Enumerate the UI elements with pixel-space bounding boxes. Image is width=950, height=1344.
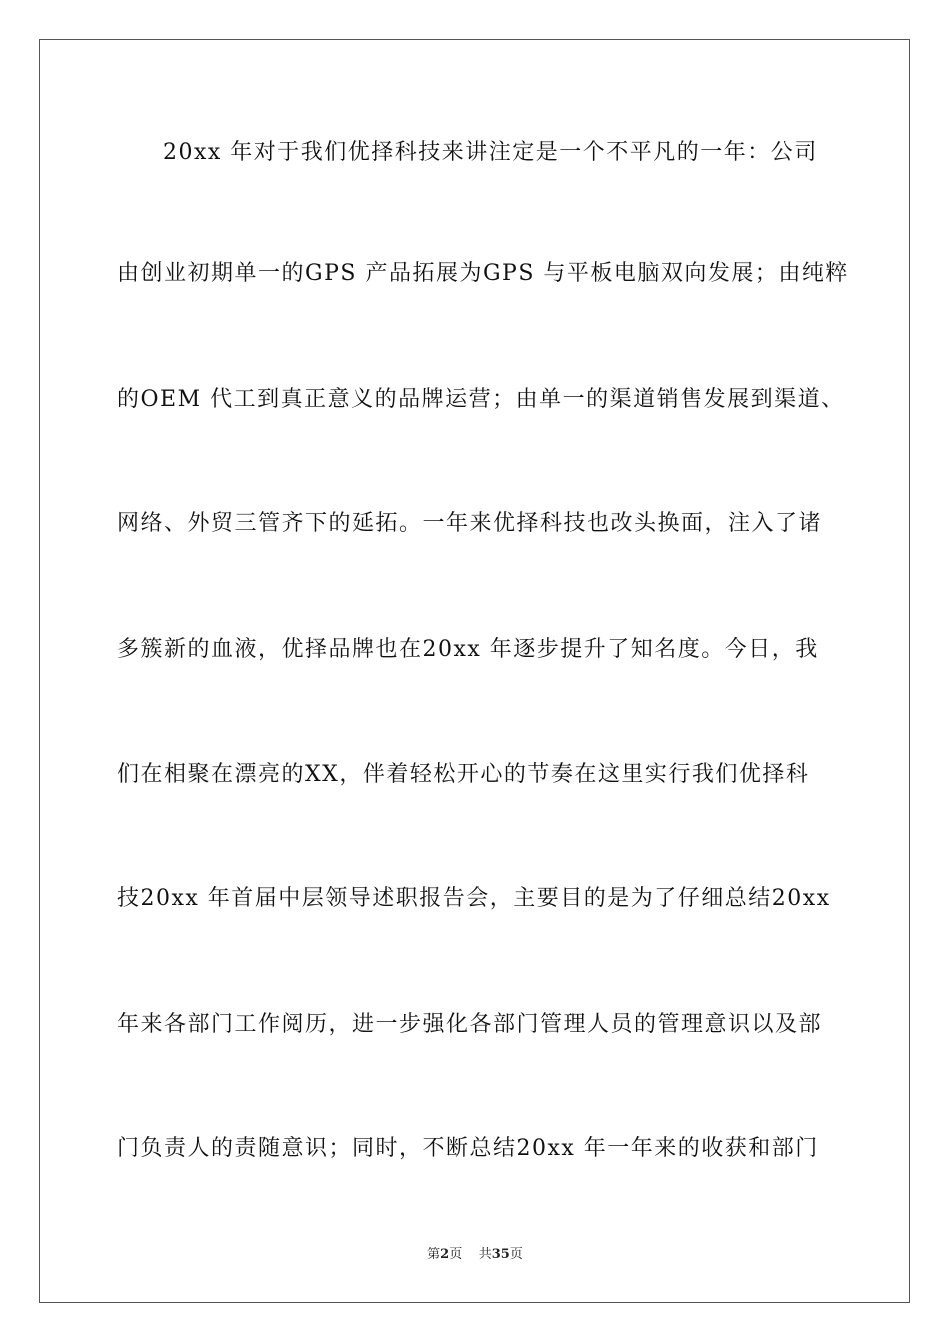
total-pages: 35 <box>491 1247 510 1262</box>
paragraph-line-7: 技20xx 年首届中层领导述职报告会，主要目的是为了仔细总结20xx <box>117 886 831 911</box>
paragraph-line-8: 年来各部门工作阅历，进一步强化各部门管理人员的管理意识以及部 <box>117 1012 823 1037</box>
page-prefix: 第 <box>427 1247 441 1262</box>
paragraph-line-4: 网络、外贸三管齐下的延拓。一年来优择科技也改头换面，注入了诸 <box>117 511 823 536</box>
paragraph-line-9: 门负责人的责随意识；同时，不断总结20xx 年一年来的收获和部门 <box>117 1136 819 1161</box>
paragraph-line-6: 们在相聚在漂亮的XX，伴着轻松开心的节奏在这里实行我们优择科 <box>117 762 810 787</box>
paragraph-line-3: 的OEM 代工到真正意义的品牌运营；由单一的渠道销售发展到渠道、 <box>117 387 845 412</box>
total-suffix: 页 <box>509 1247 523 1262</box>
paragraph-line-5: 多簇新的血液，优择品牌也在20xx 年逐步提升了知名度。今日，我 <box>117 637 819 662</box>
total-prefix: 共 <box>478 1247 492 1262</box>
page-footer <box>0 1246 950 1264</box>
paragraph-line-1: 20xx 年对于我们优择科技来讲注定是一个不平凡的一年：公司 <box>163 140 818 165</box>
page-border <box>39 39 910 1303</box>
paragraph-line-2: 由创业初期单一的GPS 产品拓展为GPS 与平板电脑双向发展；由纯粹 <box>117 261 849 286</box>
page-number: 2 <box>440 1247 450 1262</box>
page-suffix: 页 <box>449 1247 463 1262</box>
